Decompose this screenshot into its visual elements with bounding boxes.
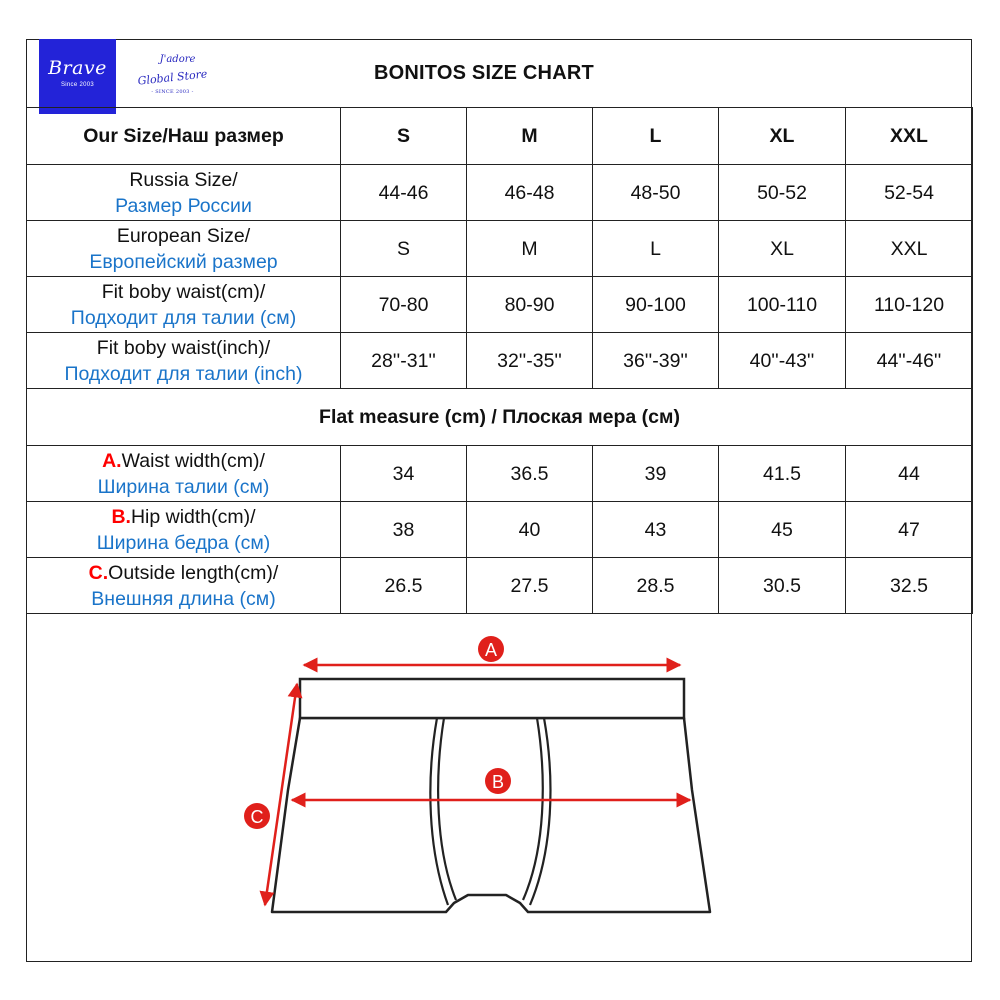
size-header-m: M — [467, 108, 593, 165]
table-cell: 40 — [467, 502, 593, 558]
table-row-european-size — [27, 221, 973, 277]
table-cell: 44-46 — [341, 165, 467, 221]
table-row-hip-width — [27, 502, 973, 558]
underwear-waistband — [300, 679, 684, 718]
table-row-russia-size — [27, 165, 973, 221]
marker-b-label: B — [491, 772, 505, 792]
table-cell: 40''-43'' — [719, 333, 846, 389]
table-cell: 45 — [719, 502, 846, 558]
row-label — [27, 165, 341, 221]
table-cell: 32.5 — [846, 558, 973, 614]
table-row-outside-length — [27, 558, 973, 614]
table-cell: 80-90 — [467, 277, 593, 333]
table-row-waist-cm — [27, 277, 973, 333]
row-label — [27, 277, 341, 333]
row-label-ru: Ширина талии (см) — [97, 475, 270, 498]
jadore-logo-line3: - SINCE 2003 - — [151, 89, 194, 95]
row-label-ru: Подходит для талии (см) — [70, 306, 297, 329]
table-row-waist-width — [27, 446, 973, 502]
row-label-en — [27, 448, 340, 474]
row-label-ru: Подходит для талии (inch) — [64, 362, 303, 385]
table-cell: 41.5 — [719, 446, 846, 502]
brave-logo-since: Since 2003 — [60, 82, 95, 88]
flat-measure-title: Flat measure (cm) / Плоская мера (см) — [27, 389, 973, 446]
jadore-logo-line1: J'adore — [159, 54, 196, 65]
row-label-en-text: Outside length(cm)/ — [108, 561, 279, 584]
row-label-ru: Ширина бедра (см) — [96, 531, 271, 554]
marker-letter-c: C. — [88, 561, 109, 584]
table-cell: 32''-35'' — [467, 333, 593, 389]
marker-a — [478, 636, 504, 662]
table-cell: 30.5 — [719, 558, 846, 614]
row-label-en: Fit boby waist(inch)/ — [96, 336, 271, 359]
row-label-ru: Размер России — [115, 194, 252, 217]
table-cell: 26.5 — [341, 558, 467, 614]
table-cell: S — [341, 221, 467, 277]
table-cell: 52-54 — [846, 165, 973, 221]
table-cell: 46-48 — [467, 165, 593, 221]
table-cell: 28''-31'' — [341, 333, 467, 389]
jadore-logo-line2: Global Store — [137, 67, 208, 88]
row-label-en: Russia Size/ — [129, 168, 238, 191]
table-cell: 34 — [341, 446, 467, 502]
table-cell: XL — [719, 221, 846, 277]
marker-c-label: C — [250, 807, 264, 827]
row-label-en — [27, 504, 340, 530]
row-label-en — [27, 560, 340, 586]
table-cell: 50-52 — [719, 165, 846, 221]
table-cell: M — [467, 221, 593, 277]
table-cell: 43 — [593, 502, 719, 558]
table-cell: 27.5 — [467, 558, 593, 614]
table-cell: 39 — [593, 446, 719, 502]
row-label — [27, 221, 341, 277]
brave-logo — [39, 39, 116, 114]
our-size-label: Our Size/Наш размер — [27, 108, 341, 165]
size-header-l: L — [593, 108, 719, 165]
table-cell: 28.5 — [593, 558, 719, 614]
table-cell: 36.5 — [467, 446, 593, 502]
row-label-en-text: Hip width(cm)/ — [130, 505, 256, 528]
table-row-waist-inch — [27, 333, 973, 389]
row-label-en: Fit boby waist(cm)/ — [101, 280, 266, 303]
table-cell: 44''-46'' — [846, 333, 973, 389]
brave-logo-name: Brave — [48, 57, 107, 79]
table-cell: 48-50 — [593, 165, 719, 221]
row-label — [27, 446, 341, 502]
table-cell: 38 — [341, 502, 467, 558]
table-row-flat-measure-title — [27, 389, 973, 446]
size-header-s: S — [341, 108, 467, 165]
table-cell: 90-100 — [593, 277, 719, 333]
marker-letter-b: B. — [111, 505, 131, 528]
table-cell: 44 — [846, 446, 973, 502]
size-table — [26, 107, 973, 614]
row-label-ru: Внешняя длина (см) — [91, 587, 276, 610]
row-label-en: European Size/ — [116, 224, 251, 247]
table-cell: 110-120 — [846, 277, 973, 333]
table-cell: XXL — [846, 221, 973, 277]
jadore-logo — [124, 40, 221, 112]
chart-title: BONITOS SIZE CHART — [374, 62, 594, 84]
marker-c — [244, 803, 270, 829]
row-label — [27, 502, 341, 558]
table-row-header — [27, 108, 973, 165]
marker-b — [485, 768, 511, 794]
underwear-body-outline — [272, 718, 710, 912]
row-label-en-text: Waist width(cm)/ — [121, 449, 265, 472]
row-label — [27, 333, 341, 389]
size-header-xl: XL — [719, 108, 846, 165]
size-header-xxl: XXL — [846, 108, 973, 165]
marker-a-label: A — [484, 640, 498, 660]
marker-letter-a: A. — [102, 449, 122, 472]
underwear-measure-diagram — [240, 628, 720, 928]
row-label — [27, 558, 341, 614]
table-cell: 47 — [846, 502, 973, 558]
row-label-ru: Европейский размер — [89, 250, 278, 273]
table-cell: 70-80 — [341, 277, 467, 333]
table-cell: 100-110 — [719, 277, 846, 333]
table-cell: 36''-39'' — [593, 333, 719, 389]
table-cell: L — [593, 221, 719, 277]
